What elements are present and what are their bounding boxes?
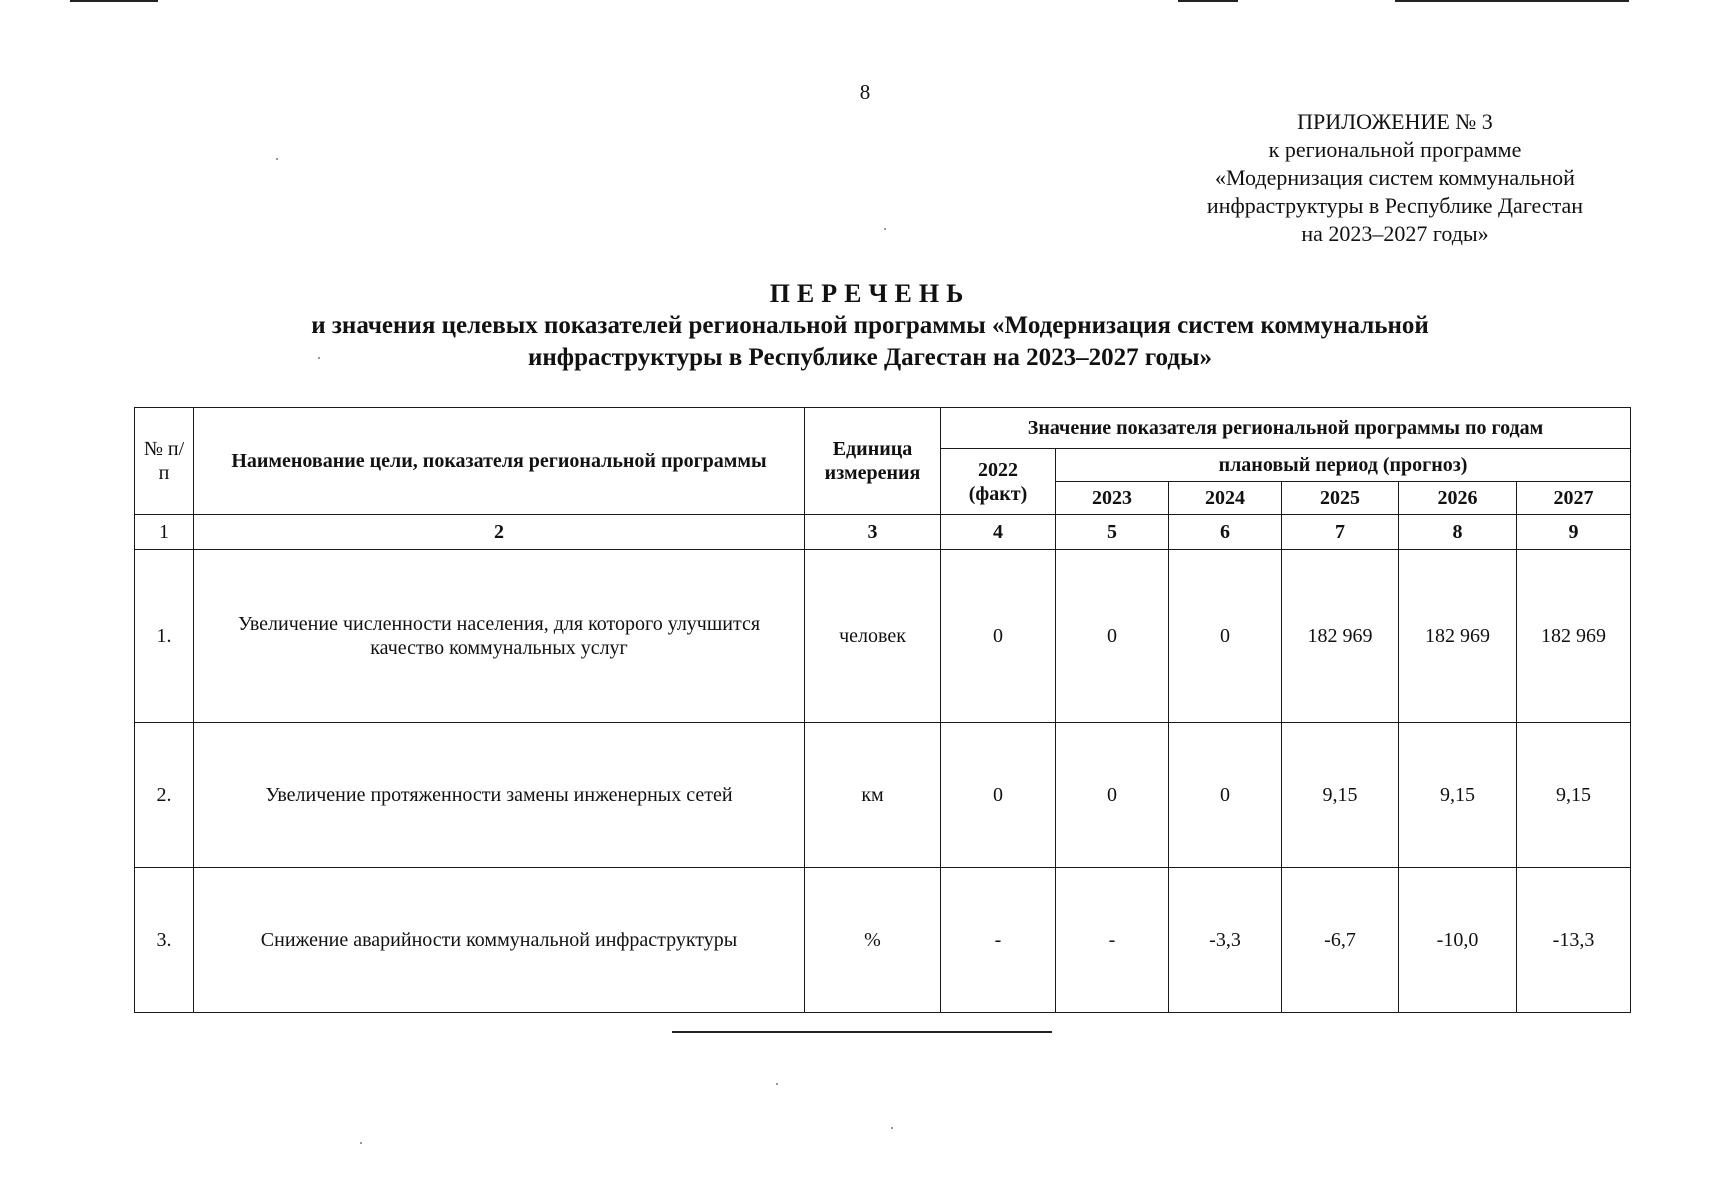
appendix-line: на 2023–2027 годы» (1301, 221, 1489, 246)
indicator-value: 182 969 (1399, 550, 1517, 723)
appendix-line: ПРИЛОЖЕНИЕ № 3 (1297, 109, 1493, 134)
column-number: 1 (135, 515, 194, 550)
header-fact: 2022 (факт) (941, 449, 1056, 515)
row-number: 1. (135, 550, 194, 723)
indicator-value: - (1056, 868, 1169, 1013)
column-number: 4 (941, 515, 1056, 550)
indicator-name: Снижение аварийности коммунальной инфраструктуры (194, 868, 805, 1013)
scan-speck (360, 1142, 362, 1144)
indicator-value: -10,0 (1399, 868, 1517, 1013)
column-number: 8 (1399, 515, 1517, 550)
scan-speck (276, 158, 278, 160)
indicator-value: -6,7 (1282, 868, 1399, 1013)
indicator-value: 0 (941, 723, 1056, 868)
table-row (135, 550, 1631, 723)
column-number: 3 (805, 515, 941, 550)
table-row (135, 868, 1631, 1013)
header-year: 2026 (1399, 482, 1517, 515)
column-numbers-row (135, 515, 1631, 550)
indicator-value: 0 (1169, 550, 1282, 723)
indicator-value: -13,3 (1517, 868, 1631, 1013)
title-main: ПЕРЕЧЕНЬ (769, 279, 971, 308)
scan-speck (884, 228, 886, 230)
header-plan-group: плановый период (прогноз) (1056, 449, 1631, 482)
row-number: 2. (135, 723, 194, 868)
page-number: 8 (859, 80, 871, 104)
title-subtitle-line-2: инфраструктуры в Республике Дагестан на 2023–2027 годы» (527, 344, 1213, 371)
title-subtitle-line-1: и значения целевых показателей региональной программы «Модернизация систем коммунальной (311, 312, 1429, 339)
indicator-value: 0 (1169, 723, 1282, 868)
column-number: 6 (1169, 515, 1282, 550)
column-number: 7 (1282, 515, 1399, 550)
header-unit: Единица измерения (805, 408, 941, 515)
scan-top-rule-right (1395, 0, 1629, 2)
header-row-1 (135, 408, 1631, 449)
header-num: № п/п (135, 408, 194, 515)
indicator-name: Увеличение протяженности замены инженерных сетей (194, 723, 805, 868)
scan-top-rule-left (70, 0, 158, 2)
header-year: 2027 (1517, 482, 1631, 515)
indicator-value: 9,15 (1399, 723, 1517, 868)
indicator-value: 182 969 (1282, 550, 1399, 723)
end-of-table-rule (672, 1031, 1052, 1033)
indicator-name: Увеличение численности населения, для которого улучшится качество коммунальных услуг (194, 550, 805, 723)
header-year: 2023 (1056, 482, 1169, 515)
document-title (130, 278, 1610, 374)
appendix-line: к региональной программе (1268, 137, 1522, 162)
scan-speck (891, 1127, 893, 1129)
indicator-value: 9,15 (1517, 723, 1631, 868)
indicator-value: 0 (941, 550, 1056, 723)
scan-top-rule-middle (1178, 0, 1238, 2)
column-number: 5 (1056, 515, 1169, 550)
appendix-line: «Модернизация систем коммунальной (1215, 165, 1575, 190)
indicator-value: 0 (1056, 550, 1169, 723)
header-values-group: Значение показателя региональной программы по годам (941, 408, 1631, 449)
indicator-value: 9,15 (1282, 723, 1399, 868)
indicator-unit: км (805, 723, 941, 868)
column-number: 9 (1517, 515, 1631, 550)
header-year: 2025 (1282, 482, 1399, 515)
header-year: 2024 (1169, 482, 1282, 515)
indicator-value: -3,3 (1169, 868, 1282, 1013)
indicator-unit: % (805, 868, 941, 1013)
indicator-value: 0 (1056, 723, 1169, 868)
header-name: Наименование цели, показателя региональной программы (194, 408, 805, 515)
table-row (135, 723, 1631, 868)
column-number: 2 (194, 515, 805, 550)
indicator-unit: человек (805, 550, 941, 723)
row-number: 3. (135, 868, 194, 1013)
indicator-value: - (941, 868, 1056, 1013)
appendix-line: инфраструктуры в Республике Дагестан (1206, 193, 1584, 218)
appendix-block (1160, 108, 1630, 248)
scan-speck (776, 1083, 778, 1085)
indicator-value: 182 969 (1517, 550, 1631, 723)
indicators-table (134, 407, 1631, 1013)
